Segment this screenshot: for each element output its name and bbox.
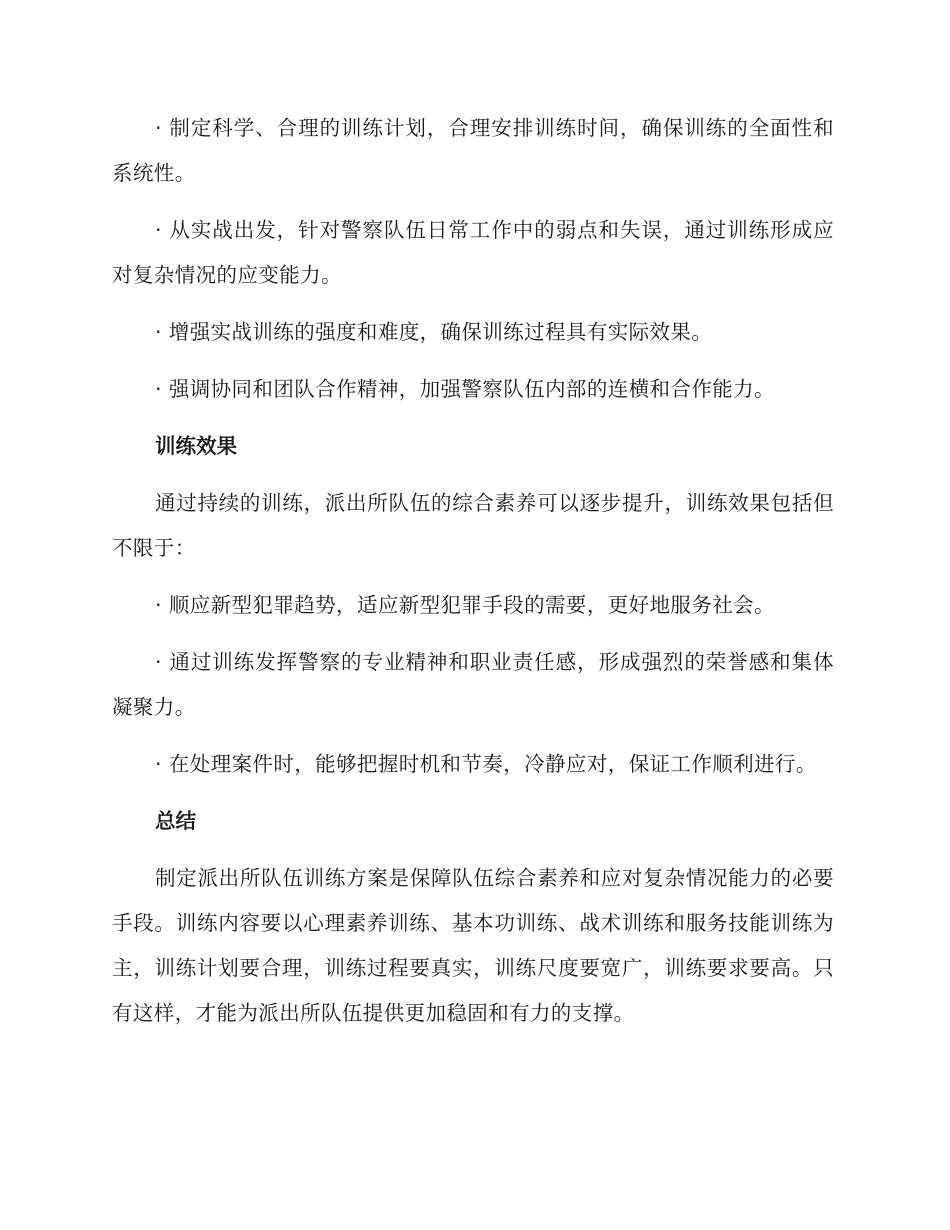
bullet-case-handling: · 在处理案件时，能够把握时机和节奏，冷静应对，保证工作顺利进行。 bbox=[155, 752, 817, 776]
training-effect-intro: 通过持续的训练，派出所队伍的综合素养可以逐步提升，训练效果包括但不限于： bbox=[112, 491, 834, 560]
summary-paragraph: 制定派出所队伍训练方案是保障队伍综合素养和应对复杂情况能力的必要手段。训练内容要以心理素养训练、基本功训练、战术训练和服务技能训练为主，训练计划要合理，训练过程要真实，训练尺度要宽广，训练要求要高。只有这样，才能为派出所队伍提供更加稳固和有力的支撑。 bbox=[112, 866, 834, 1025]
bullet-new-crime-trends: · 顺应新型犯罪趋势，适应新型犯罪手段的需要，更好地服务社会。 bbox=[155, 593, 775, 617]
section-heading-training-effect: 训练效果 bbox=[155, 434, 237, 458]
document-page bbox=[112, 106, 834, 1048]
bullet-training-plan: · 制定科学、合理的训练计划，合理安排训练时间，确保训练的全面性和系统性。 bbox=[112, 116, 834, 185]
bullet-intensity: · 增强实战训练的强度和难度，确保训练过程具有实际效果。 bbox=[155, 320, 713, 344]
bullet-teamwork: · 强调协同和团队合作精神，加强警察队伍内部的连横和合作能力。 bbox=[155, 377, 775, 401]
bullet-practical-combat: · 从实战出发，针对警察队伍日常工作中的弱点和失误，通过训练形成应对复杂情况的应变能力。 bbox=[112, 218, 834, 287]
bullet-professional-spirit: · 通过训练发挥警察的专业精神和职业责任感，形成强烈的荣誉感和集体凝聚力。 bbox=[112, 650, 834, 719]
section-heading-summary: 总结 bbox=[155, 809, 196, 833]
